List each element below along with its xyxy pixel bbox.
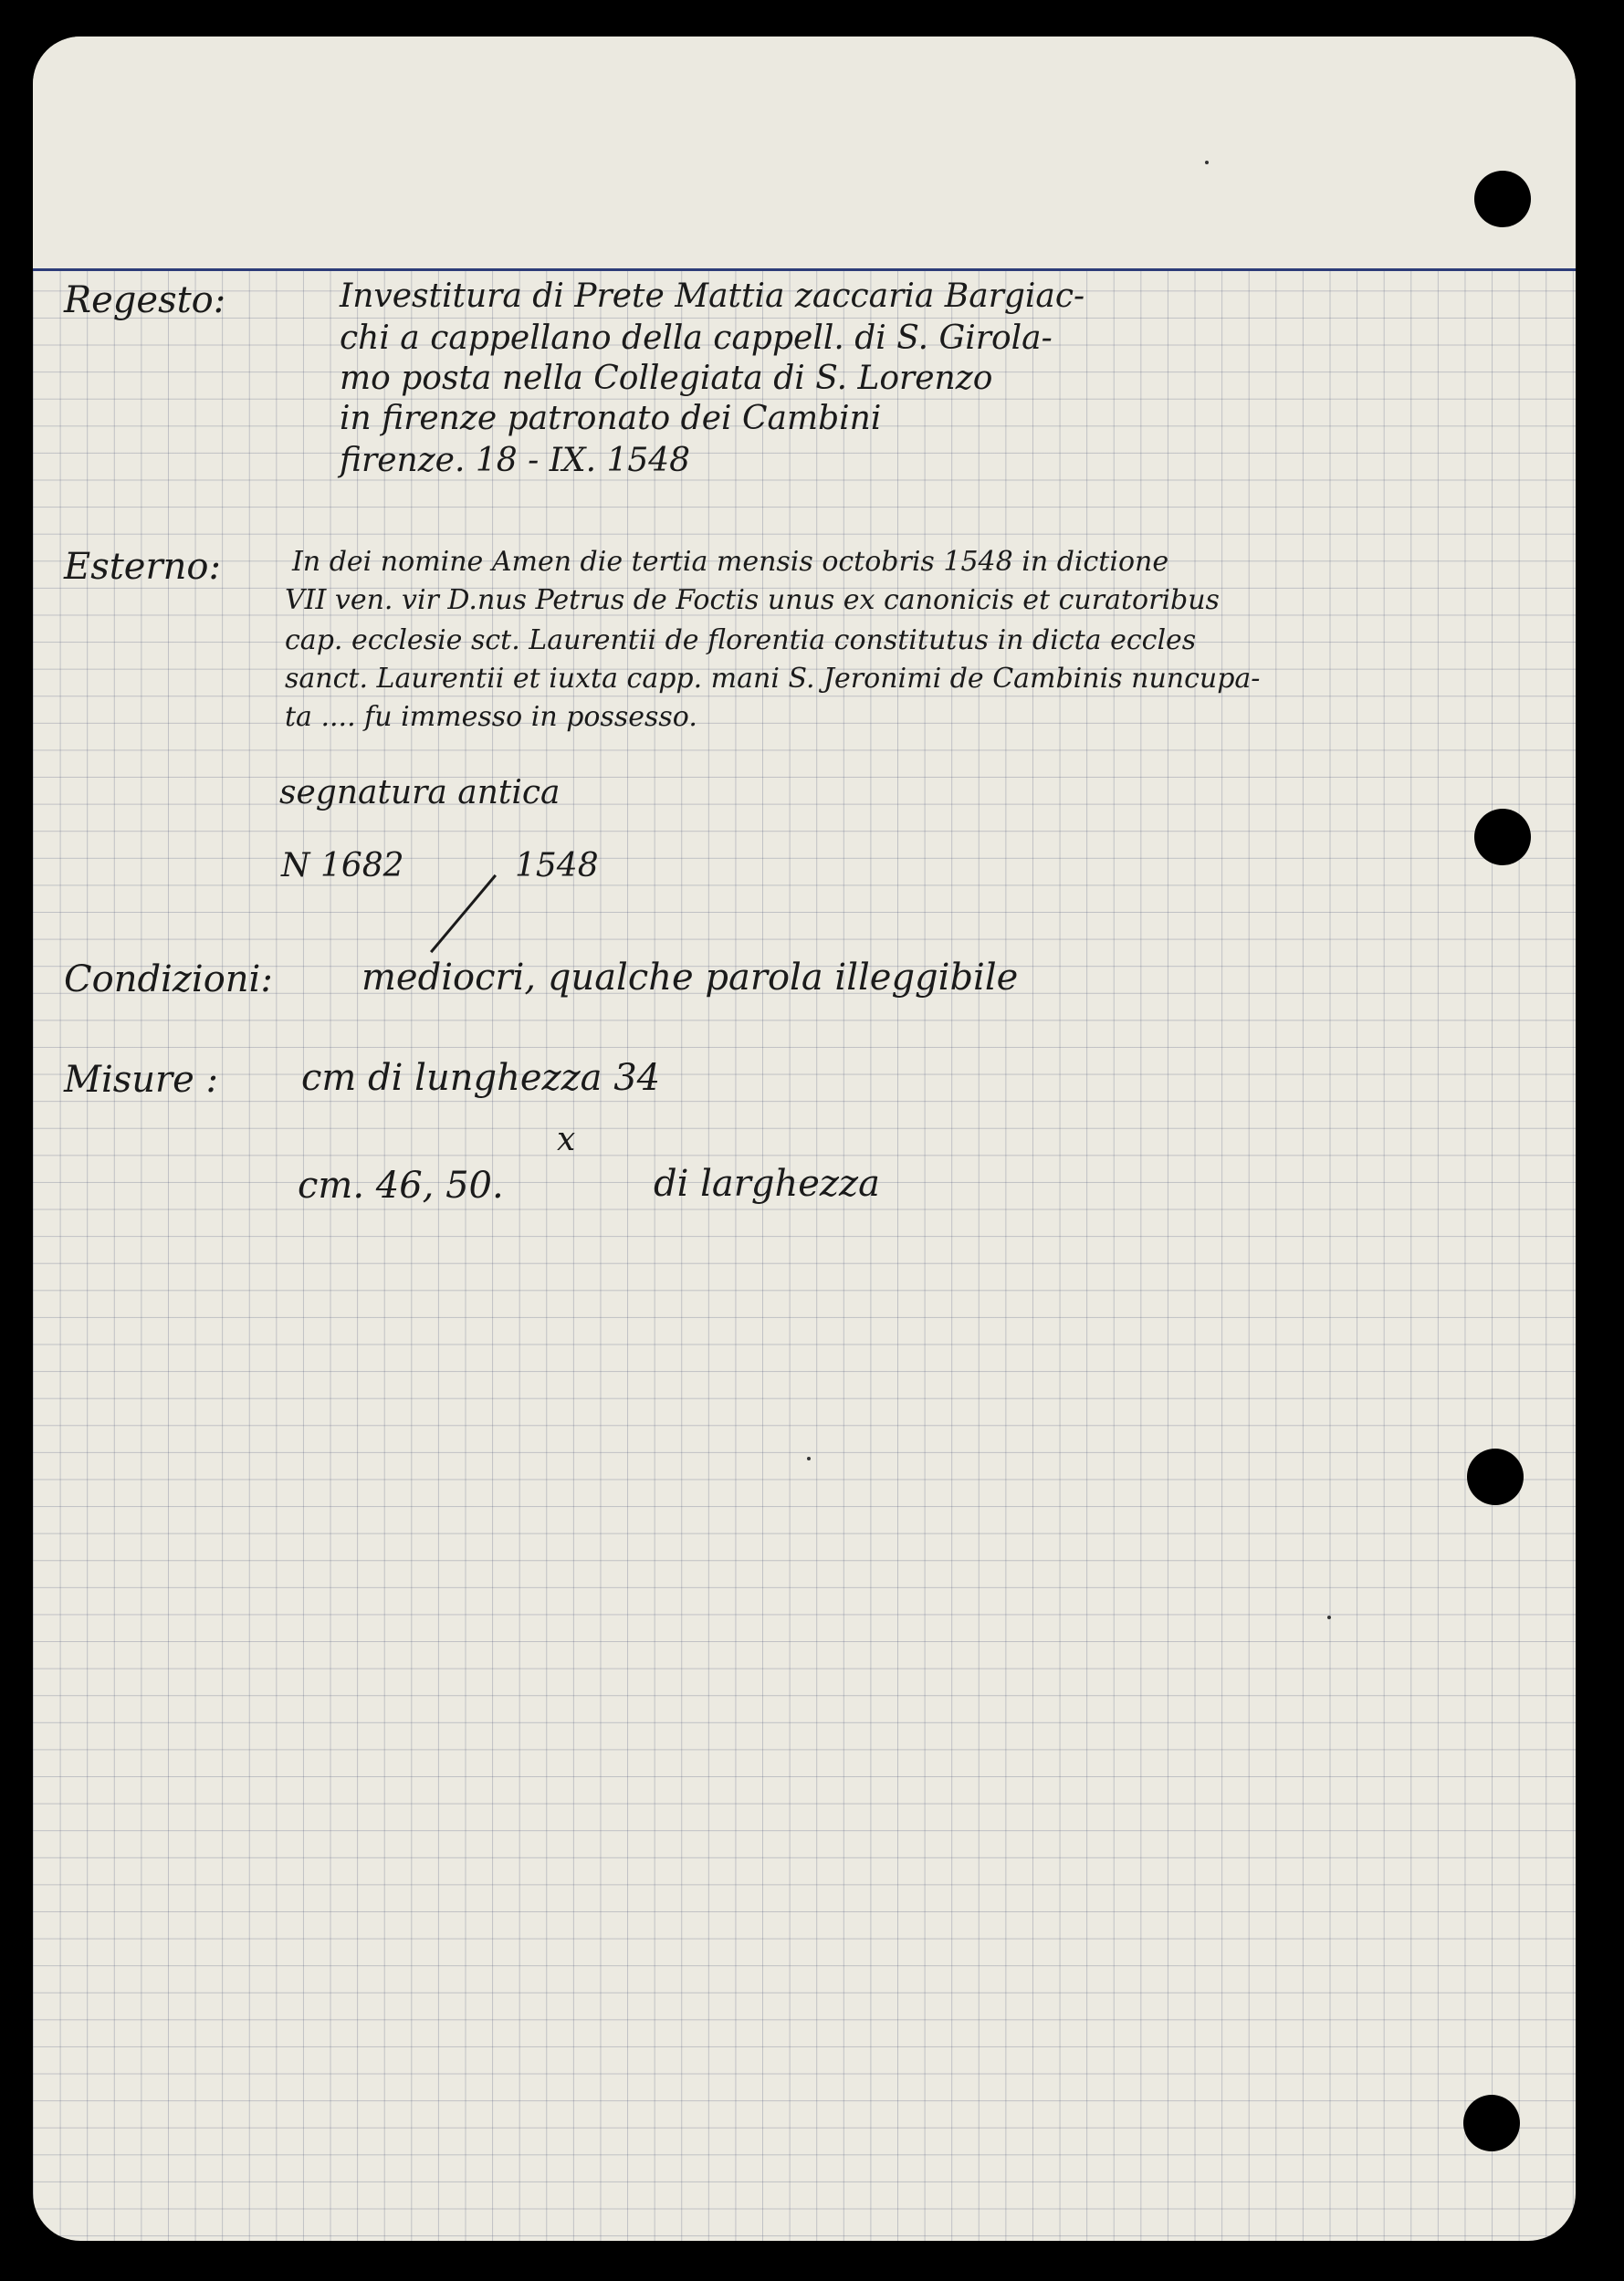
punch-hole-top — [1474, 171, 1531, 227]
archive-index-card — [33, 37, 1576, 2241]
segnatura-number: N 1682 — [281, 847, 404, 884]
regesto-line-3: mo posta nella Collegiata di S. Lorenzo — [340, 360, 993, 397]
punch-hole-upper-middle — [1474, 809, 1531, 865]
misure-line-1: cm di lunghezza 34 — [301, 1057, 661, 1099]
esterno-line-1: In dei nomine Amen die tertia mensis octobris 1548 in dictione — [292, 546, 1169, 578]
header-rule — [33, 268, 1576, 271]
misure-line-2-text: di larghezza — [654, 1163, 880, 1205]
paper-speck — [1327, 1616, 1331, 1619]
esterno-line-3: cap. ecclesie sct. Laurentii de florentia constitutus in dicta eccles — [285, 624, 1197, 656]
segnatura-slash — [430, 874, 497, 953]
regesto-line-5: firenze. 18 - IX. 1548 — [340, 442, 691, 479]
esterno-line-5: ta .... fu immesso in possesso. — [285, 701, 697, 733]
esterno-line-4: sanct. Laurentii et iuxta capp. mani S. Jeronimi de Cambinis nuncupa- — [285, 663, 1261, 695]
regesto-label: Regesto: — [64, 279, 226, 321]
misure-line-2-value: cm. 46, 50. — [298, 1165, 504, 1207]
condizioni-value: mediocri, qualche parola illeggibile — [361, 957, 1019, 999]
paper-speck — [807, 1457, 811, 1460]
segnatura-label: segnatura antica — [279, 774, 561, 811]
esterno-label: Esterno: — [64, 546, 221, 588]
paper-speck — [1205, 161, 1209, 164]
regesto-line-2: chi a cappellano della cappell. di S. Girola- — [340, 319, 1053, 357]
esterno-line-2: VII ven. vir D.nus Petrus de Foctis unus ex canonicis et curatoribus — [285, 584, 1220, 616]
punch-hole-bottom — [1463, 2095, 1520, 2151]
segnatura-year: 1548 — [515, 847, 599, 884]
regesto-line-4: in firenze patronato dei Cambini — [340, 400, 882, 437]
regesto-line-1: Investitura di Prete Mattia zaccaria Bargiac- — [340, 277, 1085, 315]
misure-label: Misure : — [64, 1059, 219, 1101]
punch-hole-lower-middle — [1467, 1449, 1524, 1505]
misure-times-sign: x — [557, 1121, 576, 1158]
card-header-strip — [33, 37, 1576, 270]
condizioni-label: Condizioni: — [64, 958, 273, 1000]
